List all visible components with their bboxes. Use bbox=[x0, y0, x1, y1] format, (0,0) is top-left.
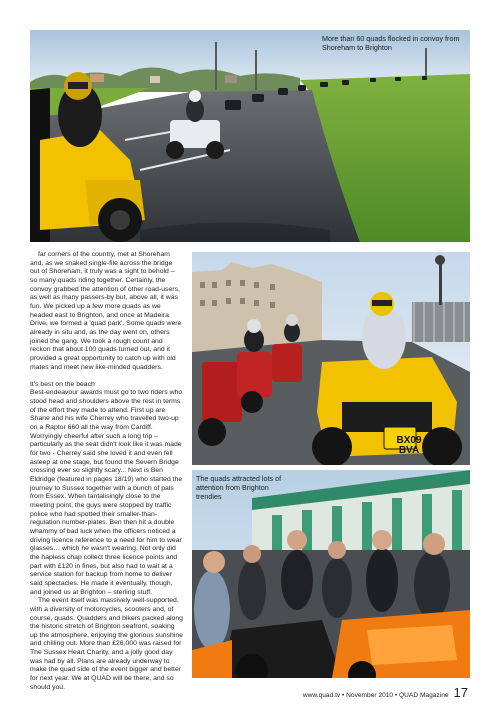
photo-convoy bbox=[30, 30, 470, 242]
photo-seafront bbox=[192, 252, 470, 465]
footer-folio: www.quad.tv • November 2010 • QUAD Magazine bbox=[302, 692, 449, 699]
photo-seafront-image bbox=[192, 252, 470, 465]
caption-convoy: More than 60 quads flocked in convoy from Shoreham to Brighton bbox=[322, 34, 460, 52]
photo-convoy-image bbox=[30, 30, 470, 242]
article-paragraph: The event itself was massively well-supported, with a diversity of motorcycles, scooters and, of course, quads. Quadders and bikers packed along the historic stretch of Brighton seafront, soaking up the atmosphere, enjoying the glorious sunshine and chilling out. More than £26,000 was raised for The Sussex Heart Charity, and a jolly good day was had by all. Plans are already underway to make the quad side of the event bigger and better for next year. We at QUAD will be there, and so should you. bbox=[30, 597, 183, 691]
number-plate: BX09 BVA bbox=[396, 435, 422, 456]
photo-crowd-image bbox=[192, 470, 470, 678]
article-subhead: It's best on the beach bbox=[30, 380, 95, 388]
article-column bbox=[30, 251, 183, 692]
article-paragraph: Best-endeavour awards must go to two riders who stood head and shoulders above the rest in terms of the effort they made to attend. First up are Shane and his wife Cherrey who travelled two-up on a Raptor 660 all the way from Cardiff. Worryingly cheerful after such a long trip – particularly as the seat didn't look like it was made for two - Cherrey said she loved it and even fell asleep at one stage, but found the Severn Bridge crossing ever so slightly scary... Next is Ben Eldridge (featured in pages 18/19) who started the journey to Sussex together with a bunch of pals from Essex. When tantalisingly close to the meeting point, the guys were stopped by traffic police who had spotted their smaller-than-regulation number-plates. Ben then hit a double whammy of bad luck when the officers noticed a driving licence reference to a need for him to wear glasses… which he wasn't wearing. Not only did the hapless chap collect three licence points and part with £120 in fines, but also had to wait at a service station for backup from home to deliver said spectacles. He made it eventually, though, and joined us at Brighton – sterling stuff. bbox=[30, 389, 183, 596]
page-number: 17 bbox=[453, 685, 468, 700]
article-paragraph: far corners of the country, met at Shoreham and, as we snaked single-file across the bridge out of Shoreham, it truly was a sight to behold – so many quads riding together. Certainly, the convoy grabbed the attention of other road-users, as well as many passers-by but, above all, it was fun. We picked up a few more quads as we headed east to Brighton, and once at Madeira Drive, we formed a 'quad park'. Some quads were already in situ and, as the day went on, others joined the gang. We took a rough count and reckon that about 100 quads turned out, and it provided a great opportunity to catch up with old mates and meet new like-minded quadders. bbox=[30, 251, 182, 371]
page-footer bbox=[303, 685, 468, 701]
photo-crowd bbox=[192, 470, 470, 678]
caption-crowd: The quads attracted lots of attention from Brighton trendies bbox=[196, 474, 282, 501]
